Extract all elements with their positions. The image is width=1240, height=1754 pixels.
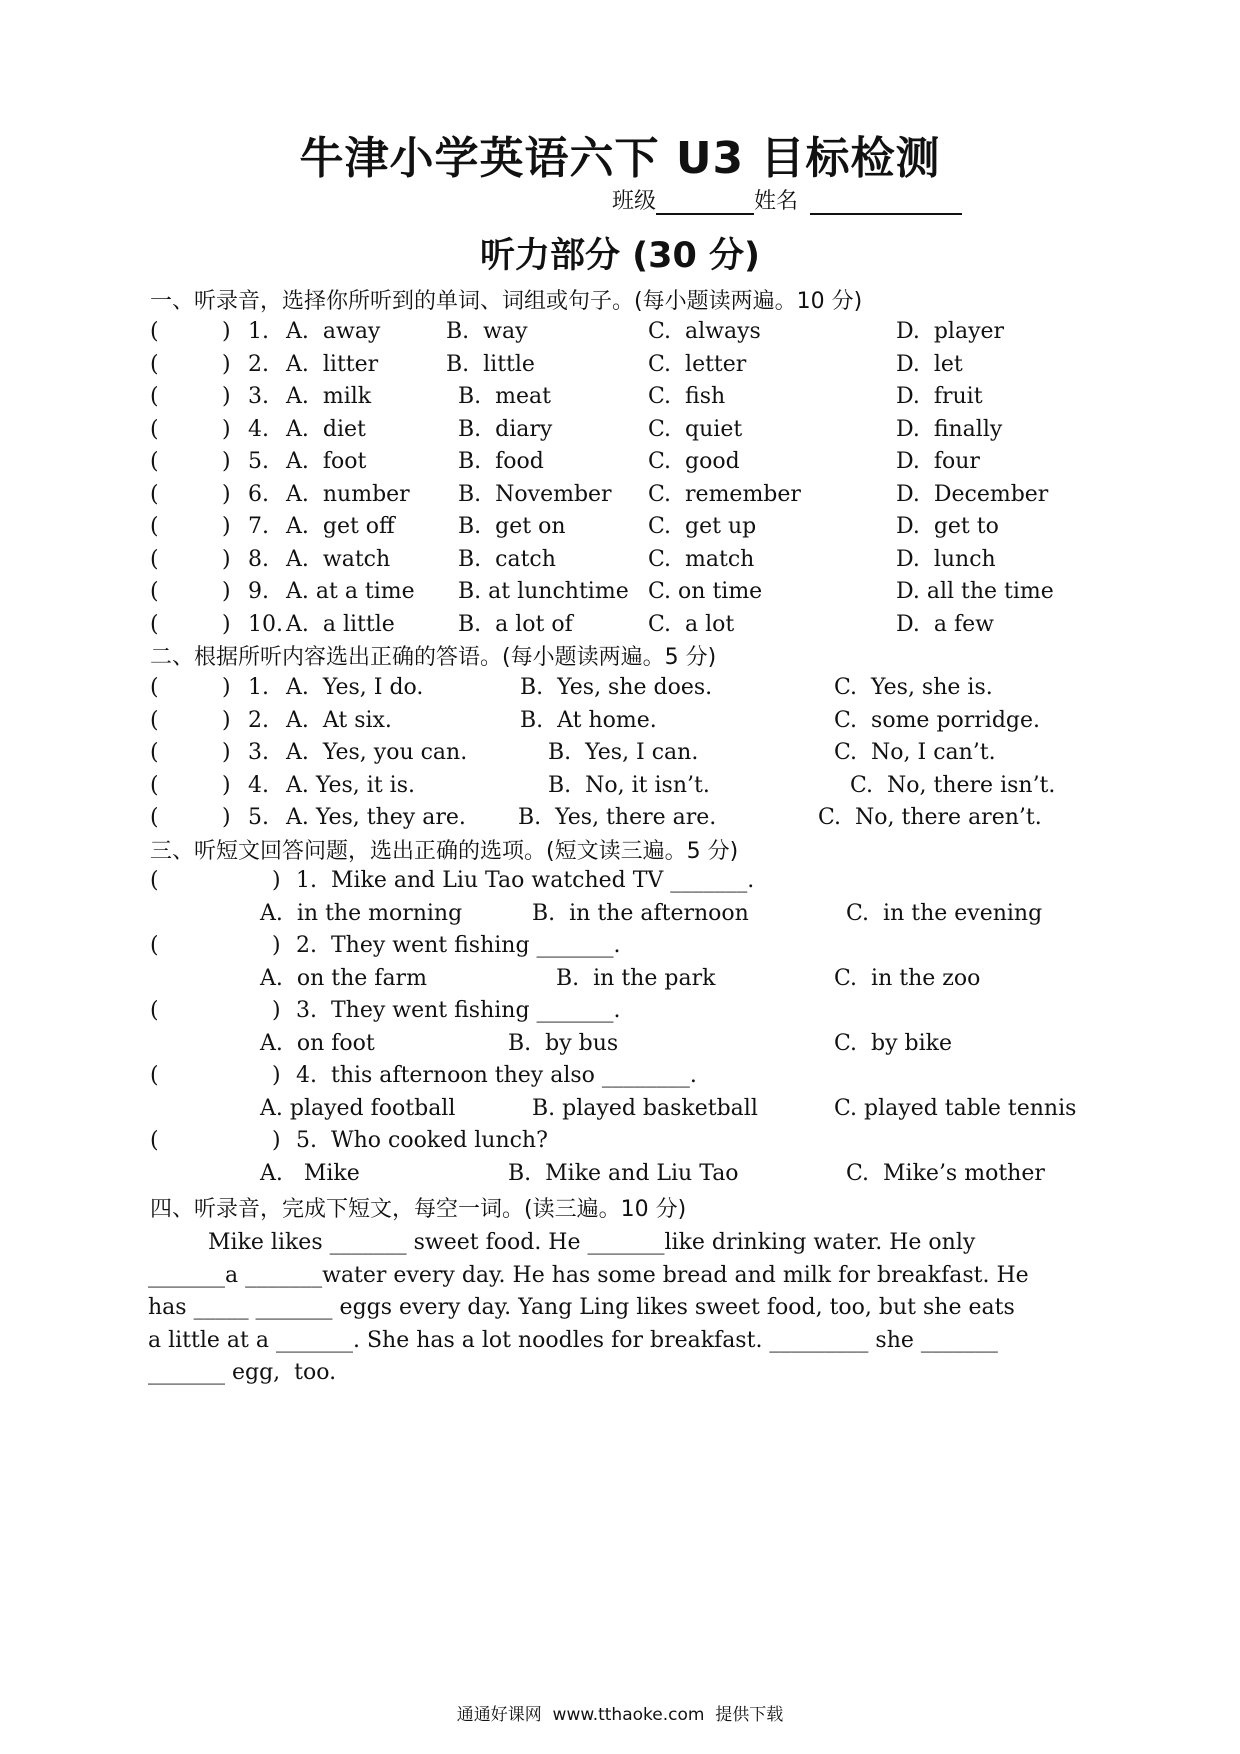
option-c: C. good bbox=[648, 449, 740, 474]
option-b: B. meat bbox=[458, 384, 551, 409]
answer-bracket: ) bbox=[222, 352, 231, 377]
option-b: B. in the afternoon bbox=[532, 901, 749, 926]
option-a: A. foot bbox=[286, 449, 367, 474]
question-number: 4. bbox=[248, 417, 269, 442]
option-c: C. No, there aren’t. bbox=[818, 805, 1042, 830]
option-b: B. Yes, I can. bbox=[548, 740, 699, 765]
answer-bracket: ) bbox=[272, 1128, 281, 1153]
answer-bracket: ) bbox=[222, 805, 231, 830]
option-d: D. four bbox=[896, 449, 980, 474]
question-number: 1. bbox=[248, 319, 269, 344]
option-a: A. at a time bbox=[286, 579, 415, 604]
option-c: C. remember bbox=[648, 482, 801, 507]
option-d: D. a few bbox=[896, 612, 994, 637]
option-a: A. Yes, they are. bbox=[286, 805, 466, 830]
answer-bracket: ) bbox=[222, 384, 231, 409]
option-b: B. catch bbox=[458, 547, 556, 572]
option-a: A. milk bbox=[286, 384, 372, 409]
option-b: B. in the park bbox=[556, 966, 716, 991]
option-c: C. fish bbox=[648, 384, 726, 409]
option-c: C. in the evening bbox=[846, 901, 1043, 926]
answer-bracket: ( bbox=[150, 805, 159, 830]
question-number: 3. bbox=[248, 384, 269, 409]
option-a: A. watch bbox=[286, 547, 391, 572]
answer-bracket: ( bbox=[150, 579, 159, 604]
part4-heading: 四、听录音，完成下短文，每空一词。(读三遍。10 分) bbox=[150, 1197, 687, 1222]
answer-bracket: ( bbox=[150, 773, 159, 798]
answer-bracket: ) bbox=[222, 449, 231, 474]
option-b: B. At home. bbox=[520, 708, 657, 733]
answer-bracket: ) bbox=[272, 998, 281, 1023]
question-number: 5. bbox=[248, 805, 269, 830]
cloze-line: _______ egg, too. bbox=[148, 1360, 337, 1385]
option-b: B. played basketball bbox=[532, 1096, 758, 1121]
part2-heading: 二、根据所听内容选出正确的答语。(每小题读两遍。5 分) bbox=[150, 645, 717, 670]
answer-bracket: ) bbox=[272, 1063, 281, 1088]
answer-bracket: ) bbox=[222, 740, 231, 765]
option-a: A. away bbox=[286, 319, 381, 344]
answer-bracket: ( bbox=[150, 740, 159, 765]
option-a: A. Yes, you can. bbox=[286, 740, 468, 765]
answer-bracket: ( bbox=[150, 514, 159, 539]
option-d: D. fruit bbox=[896, 384, 983, 409]
option-d: D. let bbox=[896, 352, 963, 377]
question-number: 6. bbox=[248, 482, 269, 507]
class-name-line bbox=[612, 184, 962, 215]
option-b: B. by bus bbox=[508, 1031, 619, 1056]
option-a: A. on foot bbox=[260, 1031, 375, 1056]
question-text: 1. Mike and Liu Tao watched TV _______. bbox=[296, 868, 755, 893]
answer-bracket: ( bbox=[150, 933, 159, 958]
cloze-line: Mike likes _______ sweet food. He _______like drinking water. He only bbox=[208, 1230, 976, 1255]
answer-bracket: ( bbox=[150, 417, 159, 442]
option-c: C. a lot bbox=[648, 612, 735, 637]
option-c: C. match bbox=[648, 547, 755, 572]
answer-bracket: ( bbox=[150, 449, 159, 474]
option-a: A. Mike bbox=[260, 1161, 360, 1186]
option-c: C. No, there isn’t. bbox=[850, 773, 1056, 798]
option-b: B. No, it isn’t. bbox=[548, 773, 710, 798]
answer-bracket: ( bbox=[150, 868, 159, 893]
answer-bracket: ( bbox=[150, 1128, 159, 1153]
answer-bracket: ) bbox=[222, 482, 231, 507]
option-c: C. letter bbox=[648, 352, 747, 377]
answer-bracket: ) bbox=[222, 708, 231, 733]
question-text: 5. Who cooked lunch? bbox=[296, 1128, 548, 1153]
option-a: A. a little bbox=[286, 612, 395, 637]
name-label: 姓名 bbox=[754, 189, 799, 214]
option-b: B. get on bbox=[458, 514, 566, 539]
answer-bracket: ) bbox=[222, 514, 231, 539]
listening-section-title: 听力部分 (30 分) bbox=[479, 236, 761, 276]
answer-bracket: ( bbox=[150, 675, 159, 700]
class-blank bbox=[656, 191, 754, 215]
option-d: D. player bbox=[896, 319, 1005, 344]
option-d: D. lunch bbox=[896, 547, 996, 572]
option-b: B. a lot of bbox=[458, 612, 573, 637]
option-a: A. number bbox=[286, 482, 410, 507]
option-d: D. all the time bbox=[896, 579, 1054, 604]
question-number: 2. bbox=[248, 352, 269, 377]
answer-bracket: ( bbox=[150, 1063, 159, 1088]
option-c: C. get up bbox=[648, 514, 757, 539]
option-c: C. in the zoo bbox=[834, 966, 981, 991]
question-number: 4. bbox=[248, 773, 269, 798]
answer-bracket: ) bbox=[272, 933, 281, 958]
option-a: A. get off bbox=[286, 514, 395, 539]
answer-bracket: ( bbox=[150, 384, 159, 409]
question-number: 3. bbox=[248, 740, 269, 765]
option-c: C. Mike’s mother bbox=[846, 1161, 1045, 1186]
answer-bracket: ) bbox=[222, 773, 231, 798]
question-number: 5. bbox=[248, 449, 269, 474]
option-b: B. food bbox=[458, 449, 544, 474]
page-title: 牛津小学英语六下 U3 目标检测 bbox=[299, 133, 941, 184]
question-number: 9. bbox=[248, 579, 269, 604]
answer-bracket: ) bbox=[222, 417, 231, 442]
option-c: C. quiet bbox=[648, 417, 743, 442]
answer-bracket: ( bbox=[150, 612, 159, 637]
cloze-line: a little at a _______. She has a lot noodles for breakfast. _________ she _______ bbox=[148, 1328, 998, 1353]
option-b: B. Yes, there are. bbox=[518, 805, 717, 830]
answer-bracket: ( bbox=[150, 319, 159, 344]
question-number: 8. bbox=[248, 547, 269, 572]
option-b: B. November bbox=[458, 482, 612, 507]
question-number: 7. bbox=[248, 514, 269, 539]
option-b: B. way bbox=[446, 319, 528, 344]
name-blank bbox=[810, 191, 962, 215]
question-text: 4. this afternoon they also ________. bbox=[296, 1063, 697, 1088]
option-c: C. always bbox=[648, 319, 761, 344]
question-number: 1. bbox=[248, 675, 269, 700]
answer-bracket: ( bbox=[150, 547, 159, 572]
cloze-line: _______a _______water every day. He has some bread and milk for breakfast. He bbox=[148, 1263, 1029, 1288]
answer-bracket: ( bbox=[150, 998, 159, 1023]
answer-bracket: ) bbox=[222, 612, 231, 637]
option-c: C. Yes, she is. bbox=[834, 675, 993, 700]
option-c: C. No, I can’t. bbox=[834, 740, 996, 765]
option-a: A. played football bbox=[260, 1096, 456, 1121]
cloze-line: has _____ _______ eggs every day. Yang Ling likes sweet food, too, but she eats bbox=[148, 1295, 1015, 1320]
question-text: 3. They went fishing _______. bbox=[296, 998, 621, 1023]
option-d: D. finally bbox=[896, 417, 1003, 442]
answer-bracket: ) bbox=[222, 547, 231, 572]
option-a: A. in the morning bbox=[260, 901, 463, 926]
option-c: C. played table tennis bbox=[834, 1096, 1077, 1121]
answer-bracket: ) bbox=[222, 675, 231, 700]
option-b: B. at lunchtime bbox=[458, 579, 629, 604]
answer-bracket: ( bbox=[150, 708, 159, 733]
question-number: 2. bbox=[248, 708, 269, 733]
part3-heading: 三、听短文回答问题，选出正确的选项。(短文读三遍。5 分) bbox=[150, 839, 739, 864]
option-b: B. diary bbox=[458, 417, 553, 442]
answer-bracket: ) bbox=[222, 319, 231, 344]
option-c: C. some porridge. bbox=[834, 708, 1041, 733]
option-c: C. on time bbox=[648, 579, 763, 604]
option-b: B. Yes, she does. bbox=[520, 675, 713, 700]
answer-bracket: ) bbox=[222, 579, 231, 604]
answer-bracket: ( bbox=[150, 482, 159, 507]
question-text: 2. They went fishing _______. bbox=[296, 933, 621, 958]
answer-bracket: ) bbox=[272, 868, 281, 893]
part1-heading: 一、听录音，选择你所听到的单词、词组或句子。(每小题读两遍。10 分) bbox=[150, 289, 863, 314]
option-c: C. by bike bbox=[834, 1031, 953, 1056]
class-label: 班级 bbox=[612, 189, 657, 214]
answer-bracket: ( bbox=[150, 352, 159, 377]
option-a: A. litter bbox=[286, 352, 379, 377]
option-a: A. Yes, it is. bbox=[286, 773, 415, 798]
option-d: D. get to bbox=[896, 514, 999, 539]
option-a: A. At six. bbox=[286, 708, 392, 733]
footer-source: 通通好课网 www.tthaoke.com 提供下载 bbox=[456, 1705, 784, 1725]
option-b: B. little bbox=[446, 352, 535, 377]
option-d: D. December bbox=[896, 482, 1049, 507]
option-a: A. Yes, I do. bbox=[286, 675, 424, 700]
question-number: 10. bbox=[248, 612, 283, 637]
option-a: A. on the farm bbox=[260, 966, 427, 991]
option-a: A. diet bbox=[286, 417, 366, 442]
option-b: B. Mike and Liu Tao bbox=[508, 1161, 739, 1186]
